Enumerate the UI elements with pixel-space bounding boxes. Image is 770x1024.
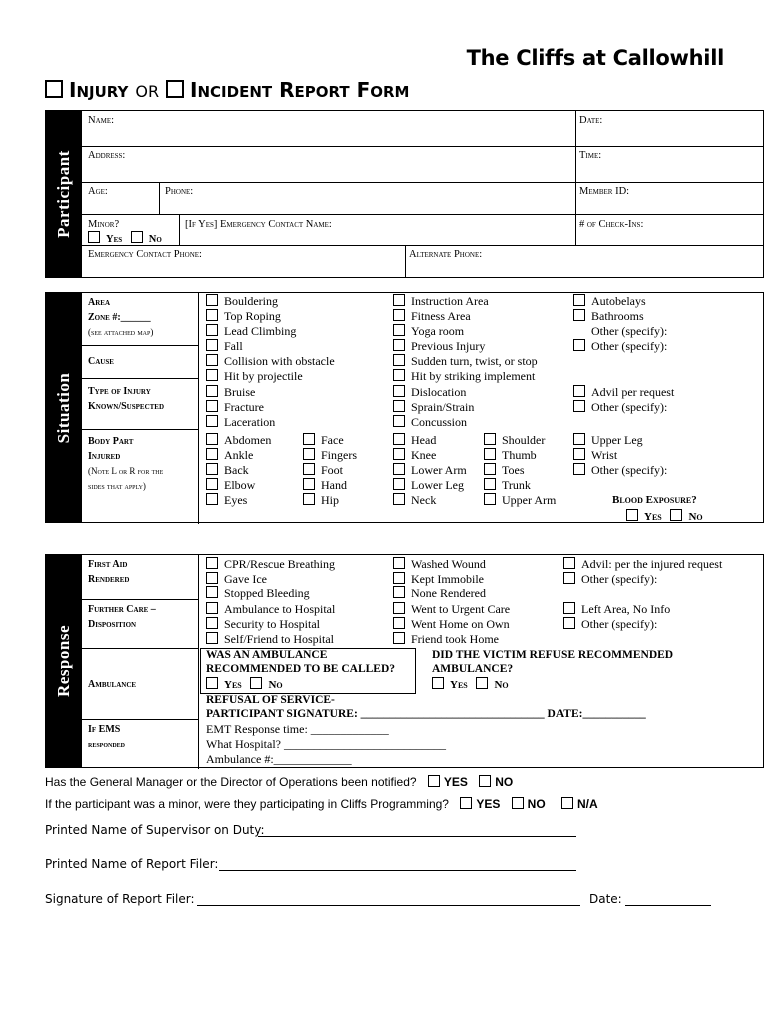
type-concussion[interactable]: Concussion — [393, 415, 467, 430]
area-bouldering[interactable]: Bouldering — [206, 294, 278, 309]
body-upper-leg[interactable]: Upper Leg — [573, 433, 643, 448]
gm-no-checkbox[interactable] — [479, 775, 491, 787]
type-advil[interactable]: Advil per request — [573, 385, 674, 400]
injury-type-label: Type of Injury Known/Suspected — [88, 386, 165, 412]
aid-washed[interactable]: Washed Wound — [393, 557, 486, 572]
area-top-roping[interactable]: Top Roping — [206, 309, 281, 324]
care-friend-home[interactable]: Friend took Home — [393, 632, 499, 647]
further-care-label: Further Care – Disposition — [88, 604, 156, 630]
body-hand[interactable]: Hand — [303, 478, 347, 493]
ambulance-question: WAS AN AMBULANCE RECOMMENDED TO BE CALLED? — [206, 649, 396, 675]
brand-name: The Cliffs at Callowhill — [466, 46, 724, 70]
cause-projectile[interactable]: Hit by projectile — [206, 369, 303, 384]
signature-line[interactable] — [197, 905, 580, 906]
body-head[interactable]: Head — [393, 433, 436, 448]
filer-date-line[interactable] — [625, 905, 711, 906]
ems-label: If EMS responded — [88, 724, 126, 749]
cause-striking-implement[interactable]: Hit by striking implement — [393, 369, 535, 384]
cause-other[interactable]: Other (specify): — [573, 339, 667, 354]
minor-label: Minor? — [88, 219, 120, 230]
body-thumb[interactable]: Thumb — [484, 448, 537, 463]
aid-cpr[interactable]: CPR/Rescue Breathing — [206, 557, 335, 572]
type-bruise[interactable]: Bruise — [206, 385, 255, 400]
body-hip[interactable]: Hip — [303, 493, 339, 508]
body-back[interactable]: Back — [206, 463, 249, 478]
care-left-area[interactable]: Left Area, No Info — [563, 602, 670, 617]
ambulance-options: Yes No — [206, 677, 283, 693]
blood-no-checkbox[interactable] — [670, 509, 682, 521]
response-section — [45, 554, 764, 768]
member-id-field[interactable]: Member ID: — [579, 186, 630, 197]
care-other[interactable]: Other (specify): — [563, 617, 657, 632]
blood-yes-checkbox[interactable] — [626, 509, 638, 521]
filer-line[interactable] — [219, 870, 576, 871]
body-part-label: Body Part Injured (Note L or R for the sides that apply) — [88, 436, 164, 491]
date-field[interactable]: Date: — [579, 115, 603, 126]
body-foot[interactable]: Foot — [303, 463, 343, 478]
type-laceration[interactable]: Laceration — [206, 415, 275, 430]
area-instruction[interactable]: Instruction Area — [393, 294, 489, 309]
alternate-phone-field[interactable]: Alternate Phone: — [409, 249, 483, 260]
ambulance-label: Ambulance — [88, 679, 137, 690]
cause-previous-injury[interactable]: Previous Injury — [393, 339, 485, 354]
care-self-friend[interactable]: Self/Friend to Hospital — [206, 632, 334, 647]
filer-date-label: Date: — [589, 892, 622, 906]
emergency-contact-name-field[interactable]: [If Yes] Emergency Contact Name: — [185, 219, 332, 230]
cause-label: Cause — [88, 356, 114, 367]
aid-bleeding[interactable]: Stopped Bleeding — [206, 586, 310, 601]
body-neck[interactable]: Neck — [393, 493, 436, 508]
aid-immobile[interactable]: Kept Immobile — [393, 572, 484, 587]
body-abdomen[interactable]: Abdomen — [206, 433, 271, 448]
refusal-signature[interactable]: REFUSAL OF SERVICE- PARTICIPANT SIGNATURE: ________________________________ DATE:___________ — [206, 694, 646, 720]
care-urgent[interactable]: Went to Urgent Care — [393, 602, 510, 617]
name-field[interactable]: Name: — [88, 115, 115, 126]
response-bar: Response — [46, 555, 82, 767]
programming-yes-checkbox[interactable] — [460, 797, 472, 809]
gm-yes-checkbox[interactable] — [428, 775, 440, 787]
body-trunk[interactable]: Trunk — [484, 478, 531, 493]
ambulance-number[interactable]: Ambulance #:_____________ — [206, 752, 352, 766]
cause-sudden-turn[interactable]: Sudden turn, twist, or stop — [393, 354, 538, 369]
body-lower-arm[interactable]: Lower Arm — [393, 463, 467, 478]
checkins-field[interactable]: # of Check-Ins: — [579, 219, 644, 230]
minor-programming-question: If the participant was a minor, were they participating in Cliffs Programming? YES NO N/A — [45, 797, 598, 811]
refuse-question: DID THE VICTIM REFUSE RECOMMENDED AMBULANCE? — [432, 649, 674, 675]
body-knee[interactable]: Knee — [393, 448, 436, 463]
ambulance-no-checkbox[interactable] — [250, 677, 262, 689]
care-home-own[interactable]: Went Home on Own — [393, 617, 510, 632]
emt-response-time[interactable]: EMT Response time: _____________ — [206, 722, 389, 736]
aid-ice[interactable]: Gave Ice — [206, 572, 267, 587]
minor-no-checkbox[interactable] — [131, 231, 143, 243]
body-wrist[interactable]: Wrist — [573, 448, 617, 463]
situation-section — [45, 292, 764, 523]
body-elbow[interactable]: Elbow — [206, 478, 255, 493]
situation-bar: Situation — [46, 293, 82, 522]
programming-na-checkbox[interactable] — [561, 797, 573, 809]
type-other[interactable]: Other (specify): — [573, 400, 667, 415]
body-upper-arm[interactable]: Upper Arm — [484, 493, 556, 508]
type-fracture[interactable]: Fracture — [206, 400, 264, 415]
blood-exposure-options: Yes No — [626, 509, 703, 525]
area-other[interactable]: Other (specify): — [573, 324, 667, 339]
filer-label: Printed Name of Report Filer: — [45, 857, 219, 871]
minor-yes-checkbox[interactable] — [88, 231, 100, 243]
care-security[interactable]: Security to Hospital — [206, 617, 320, 632]
emergency-contact-phone-field[interactable]: Emergency Contact Phone: — [88, 249, 202, 260]
type-sprain[interactable]: Sprain/Strain — [393, 400, 474, 415]
cause-collision[interactable]: Collision with obstacle — [206, 354, 335, 369]
area-yoga[interactable]: Yoga room — [393, 324, 464, 339]
body-face[interactable]: Face — [303, 433, 344, 448]
time-field[interactable]: Time: — [579, 150, 602, 161]
participant-section — [45, 110, 764, 278]
body-other[interactable]: Other (specify): — [573, 463, 667, 478]
supervisor-label: Printed Name of Supervisor on Duty: — [45, 823, 265, 837]
body-shoulder[interactable]: Shoulder — [484, 433, 545, 448]
type-dislocation[interactable]: Dislocation — [393, 385, 466, 400]
phone-field[interactable]: Phone: — [165, 186, 194, 197]
address-field[interactable]: Address: — [88, 150, 126, 161]
incident-checkbox[interactable] — [166, 80, 184, 98]
area-lead-climbing[interactable]: Lead Climbing — [206, 324, 296, 339]
age-field[interactable]: Age: — [88, 186, 108, 197]
ambulance-yes-checkbox[interactable] — [206, 677, 218, 689]
area-autobelays[interactable]: Autobelays — [573, 294, 646, 309]
area-bathrooms[interactable]: Bathrooms — [573, 309, 644, 324]
aid-none[interactable]: None Rendered — [393, 586, 486, 601]
participant-bar: Participant — [46, 111, 82, 277]
form-title: INJURY OR INCIDENT REPORT FORM — [45, 78, 409, 102]
body-eyes[interactable]: Eyes — [206, 493, 247, 508]
area-label: Area Zone #:______ (see attached map) — [88, 297, 154, 337]
gm-notified-question: Has the General Manager or the Director of Operations been notified? YES NO — [45, 775, 514, 789]
refuse-yes-checkbox[interactable] — [432, 677, 444, 689]
cause-fall[interactable]: Fall — [206, 339, 243, 354]
body-toes[interactable]: Toes — [484, 463, 525, 478]
aid-other[interactable]: Other (specify): — [563, 572, 657, 587]
minor-options: Yes No — [88, 231, 162, 246]
body-ankle[interactable]: Ankle — [206, 448, 253, 463]
refuse-no-checkbox[interactable] — [476, 677, 488, 689]
body-fingers[interactable]: Fingers — [303, 448, 357, 463]
programming-no-checkbox[interactable] — [512, 797, 524, 809]
injury-checkbox[interactable] — [45, 80, 63, 98]
body-lower-leg[interactable]: Lower Leg — [393, 478, 464, 493]
care-ambulance[interactable]: Ambulance to Hospital — [206, 602, 335, 617]
signature-label: Signature of Report Filer: — [45, 892, 195, 906]
area-fitness[interactable]: Fitness Area — [393, 309, 471, 324]
supervisor-line[interactable] — [258, 836, 576, 837]
first-aid-label: First Aid Rendered — [88, 559, 130, 585]
blood-exposure-label: Blood Exposure? — [612, 494, 697, 506]
what-hospital[interactable]: What Hospital? ___________________________ — [206, 737, 446, 751]
refuse-options: Yes No — [432, 677, 509, 693]
aid-advil[interactable]: Advil: per the injured request — [563, 557, 722, 572]
